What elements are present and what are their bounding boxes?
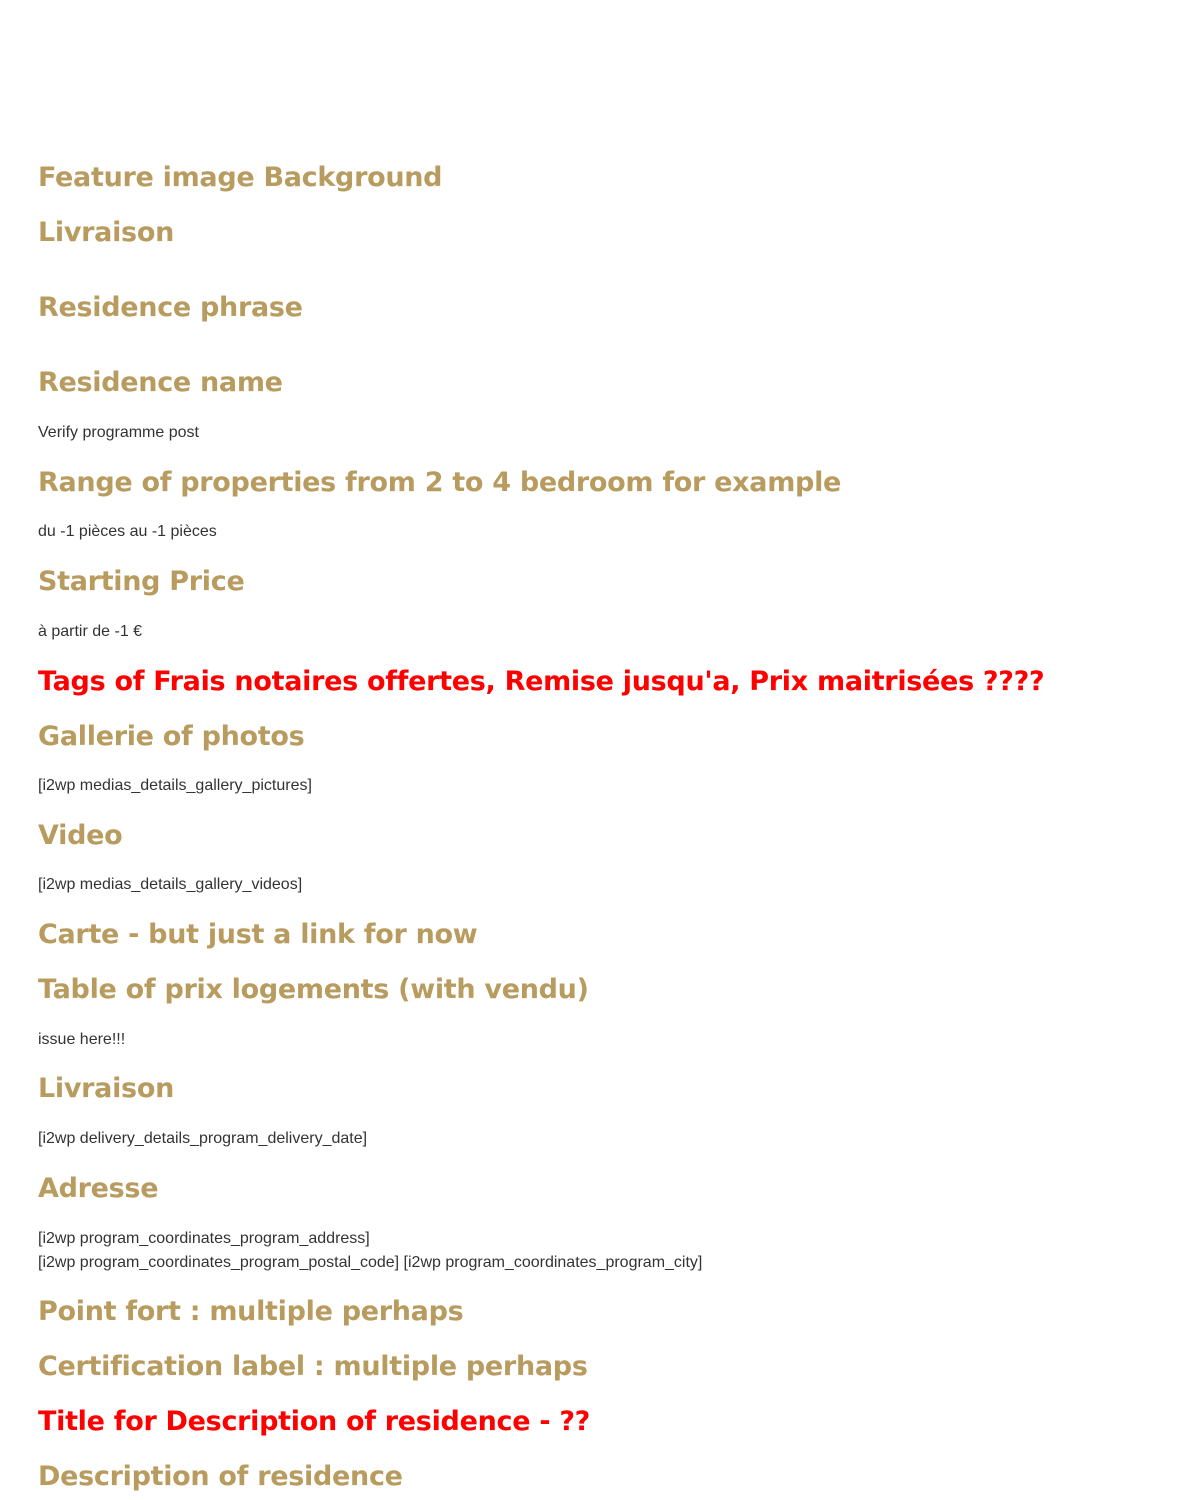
residence-phrase-heading: Residence phrase	[38, 292, 303, 323]
video-heading: Video	[38, 820, 123, 851]
video-shortcode-text: [i2wp medias_details_gallery_videos]	[38, 876, 303, 893]
livraison-top-heading: Livraison	[38, 217, 174, 248]
title-description-heading: Title for Description of residence - ??	[38, 1406, 591, 1437]
range-heading: Range of properties from 2 to 4 bedroom for example	[38, 467, 842, 498]
gallery-shortcode-text: [i2wp medias_details_gallery_pictures]	[38, 777, 312, 794]
livraison-heading: Livraison	[38, 1073, 174, 1104]
residence-name-heading: Residence name	[38, 367, 283, 398]
adresse-line1-text: [i2wp program_coordinates_program_address]	[38, 1230, 370, 1247]
point-fort-heading: Point fort : multiple perhaps	[38, 1296, 464, 1327]
carte-heading: Carte - but just a link for now	[38, 919, 478, 950]
starting-price-value-text: à partir de -1 €	[38, 623, 143, 640]
verify-note-text: Verify programme post	[38, 424, 199, 441]
adresse-heading: Adresse	[38, 1173, 159, 1204]
range-value-text: du -1 pièces au -1 pièces	[38, 523, 217, 540]
table-issue-text: issue here!!!	[38, 1031, 126, 1048]
adresse-line2-text: [i2wp program_coordinates_program_postal_code] [i2wp program_coordinates_program_city]	[38, 1254, 703, 1271]
livraison-shortcode-text: [i2wp delivery_details_program_delivery_date]	[38, 1130, 368, 1147]
starting-price-heading: Starting Price	[38, 566, 245, 597]
certification-heading: Certification label : multiple perhaps	[38, 1351, 588, 1382]
description-heading: Description of residence	[38, 1461, 403, 1492]
feature-image-heading: Feature image Background	[38, 162, 443, 193]
table-heading: Table of prix logements (with vendu)	[38, 974, 589, 1005]
gallery-heading: Gallerie of photos	[38, 721, 305, 752]
tags-heading: Tags of Frais notaires offertes, Remise jusqu'a, Prix maitrisées ????	[38, 666, 1045, 697]
